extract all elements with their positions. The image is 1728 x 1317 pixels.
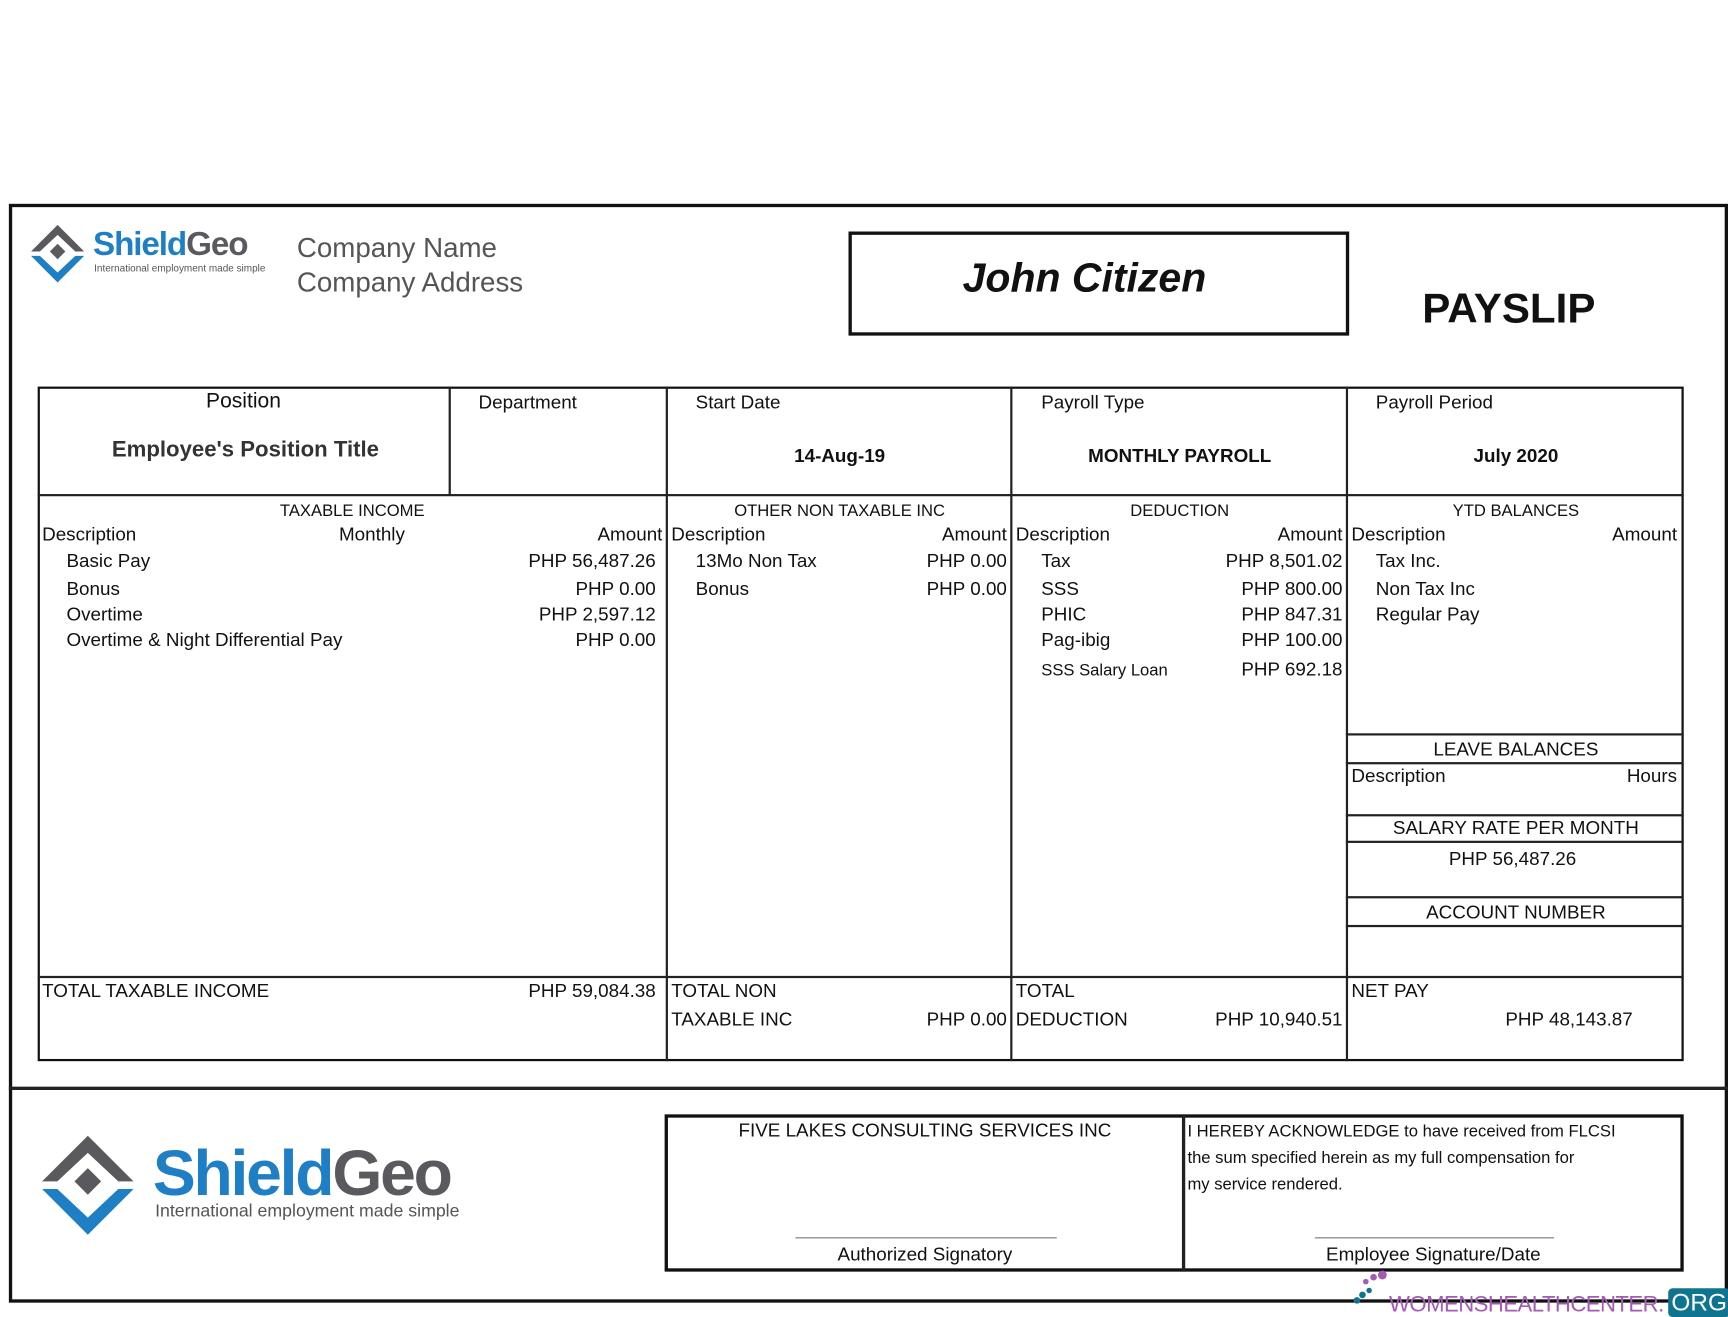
employee-signature-line xyxy=(1315,1237,1554,1238)
acknowledgement-line: the sum specified herein as my full compensation for xyxy=(1187,1148,1575,1168)
company-address: Company Address xyxy=(296,266,524,298)
salary-divider xyxy=(1346,814,1684,816)
employer-company: FIVE LAKES CONSULTING SERVICES INC xyxy=(738,1119,1112,1141)
non-taxable-title: OTHER NON TAXABLE INC xyxy=(734,501,946,521)
payroll-type-label: Payroll Type xyxy=(1041,392,1145,414)
shieldgeo-logo-small xyxy=(31,225,275,283)
payslip-title: PAYSLIP xyxy=(1422,285,1596,333)
deduction-col-description: Description xyxy=(1015,523,1110,545)
shieldgeo-logo-large xyxy=(42,1135,485,1237)
ytd-col-amount: Amount xyxy=(1612,523,1678,545)
position-label: Position xyxy=(206,389,281,414)
ytd-title: YTD BALANCES xyxy=(1452,501,1580,521)
position-value: Employee's Position Title xyxy=(111,437,379,462)
col-divider xyxy=(1010,387,1012,1062)
payroll-period-value: July 2020 xyxy=(1473,445,1559,467)
start-date-label: Start Date xyxy=(695,392,781,414)
watermark-text: WOMENSHEALTHCENTER. xyxy=(1389,1292,1664,1317)
leave-col-hours: Hours xyxy=(1626,765,1678,787)
logo-tagline: International employment made simple xyxy=(155,1201,460,1221)
taxable-col-monthly: Monthly xyxy=(338,523,405,545)
taxable-income-title: TAXABLE INCOME xyxy=(279,501,425,521)
total-non-taxable-label: TAXABLE INC xyxy=(671,1009,793,1031)
leave-balances-title: LEAVE BALANCES xyxy=(1433,738,1599,760)
payroll-period-label: Payroll Period xyxy=(1375,392,1493,414)
ytd-col-description: Description xyxy=(1351,523,1446,545)
dots-icon xyxy=(1354,1271,1387,1304)
info-row-divider xyxy=(38,494,1684,496)
total-deduction-value: PHP 10,940.51 xyxy=(1215,1009,1343,1031)
acknowledgement-line: my service rendered. xyxy=(1187,1175,1343,1195)
employee-name: John Citizen xyxy=(962,254,1207,301)
logo-wordmark: ShieldGeo xyxy=(152,1137,451,1210)
deduction-col-amount: Amount xyxy=(1277,523,1343,545)
deduction-row-desc: PHIC xyxy=(1041,603,1087,625)
salary-rate-title: SALARY RATE PER MONTH xyxy=(1392,817,1639,839)
non-taxable-row-amount: PHP 0.00 xyxy=(926,578,1007,600)
leave-divider xyxy=(1346,762,1684,764)
total-non-taxable-label: TOTAL NON xyxy=(671,980,777,1002)
taxable-row-amount: PHP 0.00 xyxy=(575,578,656,600)
total-deduction-label: DEDUCTION xyxy=(1015,1009,1128,1031)
authorized-signatory-label: Authorized Signatory xyxy=(837,1243,1013,1265)
deduction-row-desc: SSS Salary Loan xyxy=(1041,661,1168,681)
company-name: Company Name xyxy=(296,232,497,264)
deduction-row-amount: PHP 8,501.02 xyxy=(1225,550,1343,572)
net-pay-label: NET PAY xyxy=(1351,980,1429,1002)
deduction-row-desc: Tax xyxy=(1041,550,1071,572)
employee-signature-label: Employee Signature/Date xyxy=(1326,1243,1541,1265)
deduction-row-amount: PHP 100.00 xyxy=(1241,629,1343,651)
shield-diamond-icon xyxy=(31,225,86,283)
col-divider xyxy=(449,387,451,496)
start-date-value: 14-Aug-19 xyxy=(794,445,886,467)
ytd-row-desc: Regular Pay xyxy=(1375,603,1480,625)
deduction-title: DEDUCTION xyxy=(1130,501,1230,521)
account-divider xyxy=(1346,925,1684,927)
taxable-row-desc: Bonus xyxy=(66,578,120,600)
taxable-row-amount: PHP 0.00 xyxy=(575,629,656,651)
ytd-row-desc: Tax Inc. xyxy=(1375,550,1441,572)
total-deduction-label: TOTAL xyxy=(1015,980,1075,1002)
acknowledgement-line: I HEREBY ACKNOWLEDGE to have received from FLCSI xyxy=(1187,1122,1616,1141)
logo-wordmark: ShieldGeo xyxy=(93,225,248,263)
col-divider xyxy=(1346,387,1348,1062)
leave-col-description: Description xyxy=(1351,765,1446,787)
watermark-suffix: ORG xyxy=(1668,1288,1728,1317)
total-non-taxable-value: PHP 0.00 xyxy=(926,1009,1007,1031)
section-divider xyxy=(9,1087,1728,1090)
total-taxable-label: TOTAL TAXABLE INCOME xyxy=(42,980,270,1002)
account-divider xyxy=(1346,896,1684,898)
taxable-row-desc: Overtime xyxy=(66,603,143,625)
taxable-row-desc: Overtime & Night Differential Pay xyxy=(66,629,343,651)
taxable-row-amount: PHP 2,597.12 xyxy=(538,603,656,625)
totals-row-divider xyxy=(38,976,1684,978)
taxable-col-amount: Amount xyxy=(597,523,663,545)
deduction-row-amount: PHP 847.31 xyxy=(1241,603,1343,625)
salary-rate-value: PHP 56,487.26 xyxy=(1448,848,1577,870)
deduction-row-amount: PHP 800.00 xyxy=(1241,578,1343,600)
salary-divider xyxy=(1346,841,1684,843)
non-taxable-row-desc: 13Mo Non Tax xyxy=(695,550,817,572)
taxable-row-amount: PHP 56,487.26 xyxy=(528,550,656,572)
total-taxable-value: PHP 59,084.38 xyxy=(528,980,656,1002)
net-pay-value: PHP 48,143.87 xyxy=(1505,1009,1633,1031)
taxable-col-description: Description xyxy=(42,523,137,545)
payroll-type-value: MONTHLY PAYROLL xyxy=(1088,445,1272,467)
ytd-divider xyxy=(1346,733,1684,735)
taxable-row-desc: Basic Pay xyxy=(66,550,151,572)
deduction-row-desc: Pag-ibig xyxy=(1041,629,1111,651)
non-taxable-col-description: Description xyxy=(671,523,766,545)
col-divider xyxy=(666,387,668,1062)
shield-diamond-icon xyxy=(42,1135,137,1235)
account-number-title: ACCOUNT NUMBER xyxy=(1426,901,1606,923)
payslip-table xyxy=(38,387,1684,1062)
department-label: Department xyxy=(478,392,577,414)
deduction-row-desc: SSS xyxy=(1041,578,1079,600)
non-taxable-row-desc: Bonus xyxy=(695,578,750,600)
non-taxable-row-amount: PHP 0.00 xyxy=(926,550,1007,572)
deduction-row-amount: PHP 692.18 xyxy=(1241,659,1343,681)
authorized-signature-line xyxy=(795,1237,1056,1238)
ytd-row-desc: Non Tax Inc xyxy=(1375,578,1475,600)
logo-tagline: International employment made simple xyxy=(94,262,266,274)
watermark xyxy=(1354,1271,1728,1317)
non-taxable-col-amount: Amount xyxy=(941,523,1007,545)
